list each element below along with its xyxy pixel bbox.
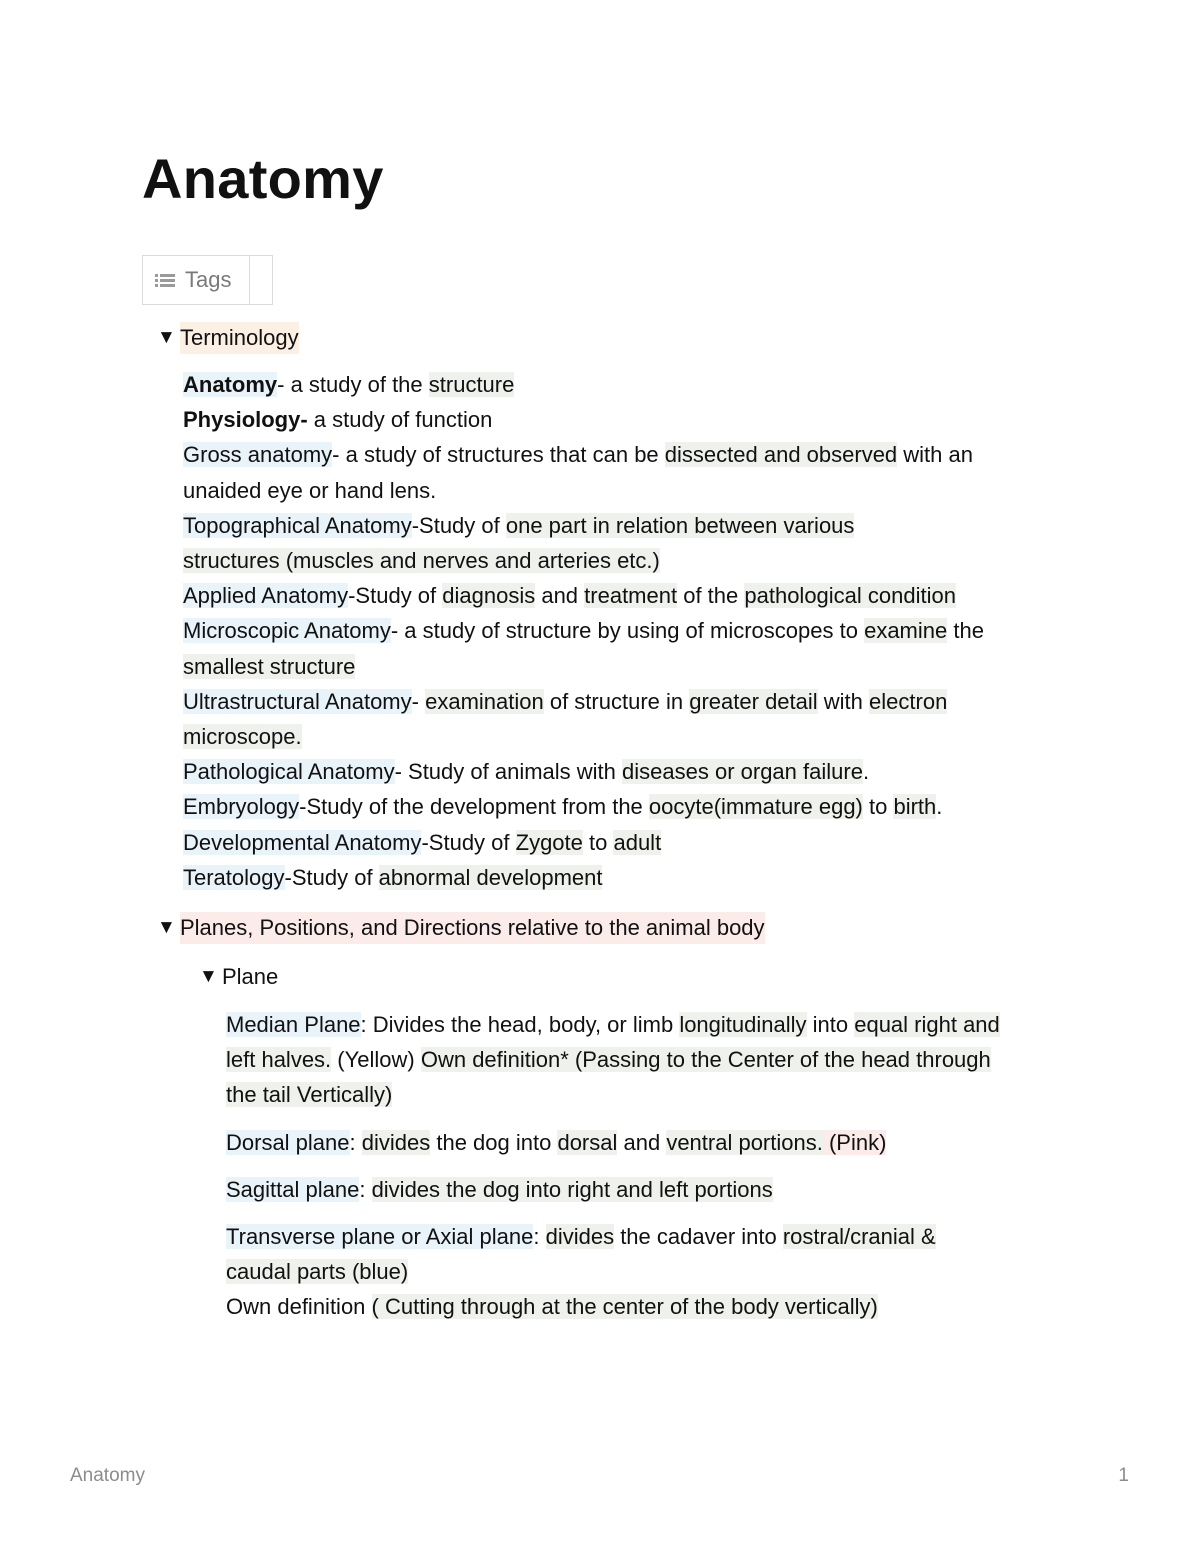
text-line: Teratology-Study of abnormal development [183, 864, 603, 890]
plane-content [226, 1007, 1106, 1337]
text-line: Gross anatomy- a study of structures that can be dissected and observed with an [183, 442, 973, 468]
text-line: Own definition ( Cutting through at the center of the body vertically) [226, 1294, 878, 1320]
sagittal-plane-block [226, 1172, 1106, 1207]
triangle-down-icon: ▼ [157, 327, 176, 348]
text-line: Transverse plane or Axial plane: divides the cadaver into rostral/cranial & [226, 1224, 936, 1250]
text-line: Sagittal plane: divides the dog into right and left portions [226, 1176, 773, 1202]
toggle-terminology[interactable] [157, 322, 299, 354]
tags-label: Tags [185, 267, 232, 292]
toggle-heading-planes: Planes, Positions, and Directions relative to the animal body [180, 912, 765, 944]
text-line: structures (muscles and nerves and arteries etc.) [183, 548, 660, 574]
list-icon [155, 272, 175, 288]
text-line: left halves. (Yellow) Own definition* (Passing to the Center of the head through [226, 1047, 991, 1073]
page-title: Anatomy [142, 147, 384, 210]
dorsal-plane-block [226, 1125, 1106, 1160]
triangle-down-icon: ▼ [199, 966, 218, 987]
text-line: Topographical Anatomy-Study of one part in relation between various [183, 512, 855, 538]
text-line: Anatomy- a study of the structure [183, 372, 515, 397]
text-line: microscope. [183, 724, 302, 750]
transverse-plane-block [226, 1219, 1106, 1325]
tags-property[interactable] [142, 255, 273, 305]
text-line: smallest structure [183, 653, 356, 679]
text-line: Developmental Anatomy-Study of Zygote to adult [183, 829, 662, 855]
text-line: the tail Vertically) [226, 1082, 393, 1108]
text-line: Median Plane: Divides the head, body, or limb longitudinally into equal right and [226, 1012, 1000, 1037]
text-line: unaided eye or hand lens. [183, 477, 437, 503]
tags-property-label[interactable] [143, 256, 250, 304]
toggle-plane[interactable] [199, 961, 278, 993]
footer-title: Anatomy [70, 1465, 145, 1486]
toggle-heading-terminology: Terminology [180, 322, 299, 354]
text-line: Pathological Anatomy- Study of animals with diseases or organ failure. [183, 759, 870, 785]
text-line: Dorsal plane: divides the dog into dorsal and ventral portions. (Pink) [226, 1129, 887, 1155]
toggle-planes-positions-directions[interactable] [157, 912, 765, 944]
text-line: Physiology- a study of function [183, 407, 493, 433]
text-line: Microscopic Anatomy- a study of structure by using of microscopes to examine the [183, 618, 984, 644]
toggle-heading-plane: Plane [222, 964, 279, 989]
text-line: Ultrastructural Anatomy- examination of structure in greater detail with electron [183, 688, 948, 714]
page-number: 1 [1118, 1465, 1129, 1486]
text-line: Applied Anatomy-Study of diagnosis and treatment of the pathological condition [183, 583, 956, 609]
triangle-down-icon: ▼ [157, 917, 176, 938]
terminology-content [183, 367, 1063, 895]
text-line: Embryology-Study of the development from the oocyte(immature egg) to birth. [183, 794, 943, 820]
median-plane-block [226, 1007, 1106, 1113]
text-line: caudal parts (blue) [226, 1259, 409, 1285]
